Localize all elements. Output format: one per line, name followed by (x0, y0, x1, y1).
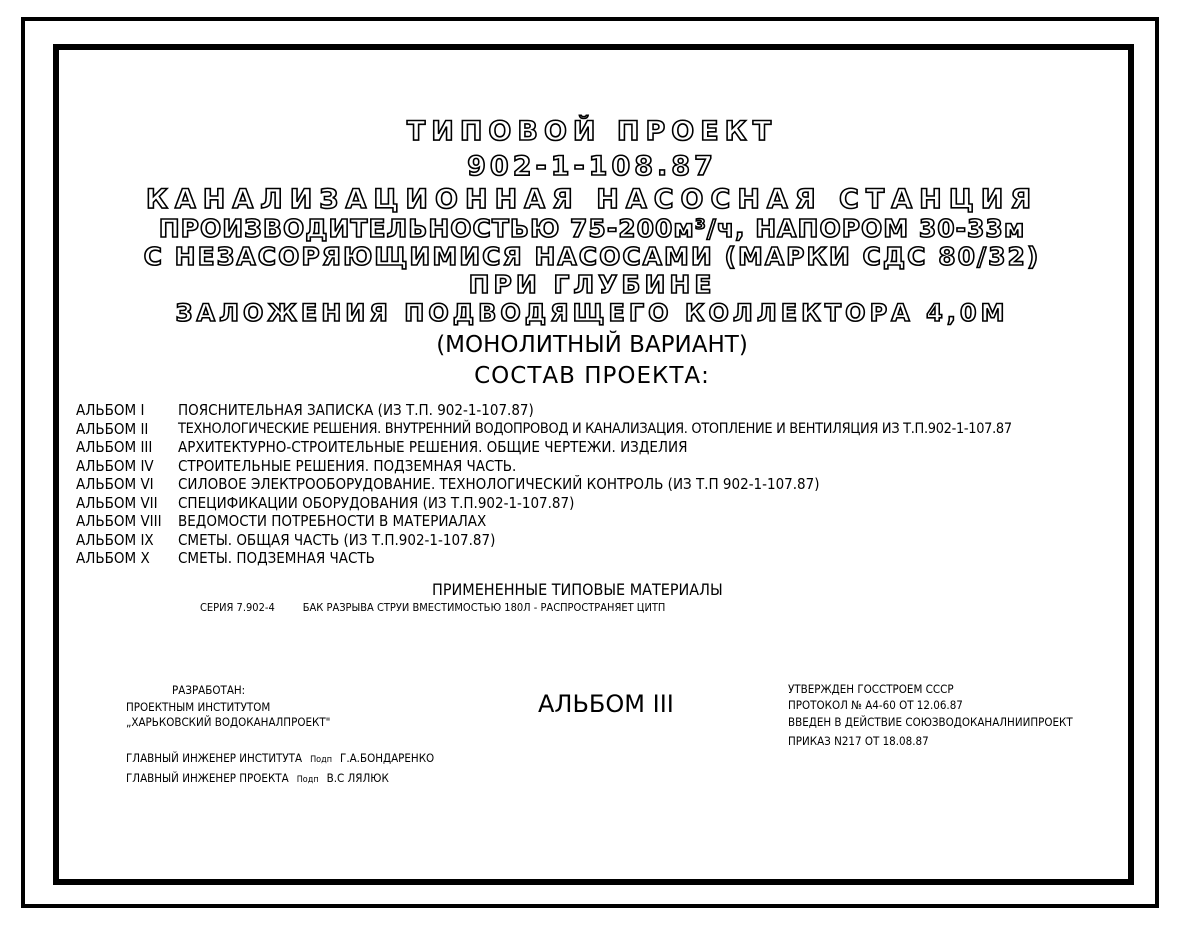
title-line-5: С НЕЗАСОРЯЮЩИМИСЯ НАСОСАМИ (МАРКИ СДС 80/32) (143, 242, 1041, 271)
album-description: СМЕТЫ. ОБЩАЯ ЧАСТЬ (ИЗ Т.П.902-1-107.87) (178, 530, 496, 549)
album-item (76, 512, 1136, 531)
album-number: АЛЬБОМ VI (76, 475, 154, 493)
approved-line-2: ПРОТОКОЛ № А4-60 ОТ 12.06.87 (788, 698, 963, 712)
applied-series: СЕРИЯ 7.902-4 (200, 601, 275, 614)
album-list (76, 401, 1136, 568)
developed-label: РАЗРАБОТАН: (172, 683, 246, 697)
album-description: СМЕТЫ. ПОДЗЕМНАЯ ЧАСТЬ (178, 549, 375, 567)
album-item (76, 420, 1136, 439)
chief-project-role: ГЛАВНЫЙ ИНЖЕНЕР ПРОЕКТА (126, 771, 289, 785)
developed-org-line-1: ПРОЕКТНЫМ ИНСТИТУТОМ (126, 700, 271, 714)
album-description: СПЕЦИФИКАЦИИ ОБОРУДОВАНИЯ (ИЗ Т.П.902-1-107.87) (178, 493, 575, 512)
title-line-3: КАНАЛИЗАЦИОННАЯ НАСОСНАЯ СТАНЦИЯ (145, 184, 1039, 215)
title-line-1: ТИПОВОЙ ПРОЕКТ (406, 116, 778, 147)
album-description: СТРОИТЕЛЬНЫЕ РЕШЕНИЯ. ПОДЗЕМНАЯ ЧАСТЬ. (178, 456, 517, 475)
signature-label: Подп (296, 775, 319, 785)
album-description: АРХИТЕКТУРНО-СТРОИТЕЛЬНЫЕ РЕШЕНИЯ. ОБЩИЕ ЧЕРТЕЖИ. ИЗДЕЛИЯ (178, 438, 688, 456)
album-item (76, 401, 1136, 420)
album-number: АЛЬБОМ I (76, 401, 145, 419)
album-description: ПОЯСНИТЕЛЬНАЯ ЗАПИСКА (ИЗ Т.П. 902-1-107.87) (178, 401, 534, 419)
approved-line-4: ПРИКАЗ N217 ОТ 18.08.87 (788, 734, 929, 748)
album-number: АЛЬБОМ IX (76, 530, 154, 549)
album-number: АЛЬБОМ VII (76, 493, 158, 512)
applied-text: БАК РАЗРЫВА СТРУИ ВМЕСТИМОСТЬЮ 180Л - РАСПРОСТРАНЯЕТ ЦИТП (302, 601, 666, 614)
album-item (76, 549, 1136, 568)
album-item (76, 475, 1136, 494)
title-line-7: ЗАЛОЖЕНИЯ ПОДВОДЯЩЕГО КОЛЛЕКТОРА 4,0М (175, 299, 1009, 327)
chief-engineer-project (126, 773, 389, 785)
album-number: АЛЬБОМ VIII (76, 512, 162, 530)
chief-institute-role: ГЛАВНЫЙ ИНЖЕНЕР ИНСТИТУТА (126, 751, 303, 765)
album-item (76, 438, 1136, 457)
album-description: ВЕДОМОСТИ ПОТРЕБНОСТИ В МАТЕРИАЛАХ (178, 512, 487, 530)
album-number: АЛЬБОМ II (76, 419, 149, 438)
chief-engineer-institute (126, 753, 434, 765)
title-line-4: ПРОИЗВОДИТЕЛЬНОСТЬЮ 75-200м³/ч, НАПОРОМ 30-33м (158, 214, 1026, 243)
album-number: АЛЬБОМ X (76, 549, 150, 567)
album-item (76, 457, 1136, 476)
approved-line-1: УТВЕРЖДЕН ГОССТРОЕМ СССР (788, 682, 954, 696)
album-number: АЛЬБОМ III (76, 438, 153, 456)
chief-project-name: В.С ЛЯЛЮК (326, 771, 389, 785)
album-label: АЛЬБОМ III (538, 690, 674, 718)
album-description: ТЕХНОЛОГИЧЕСКИЕ РЕШЕНИЯ. ВНУТРЕННИЙ ВОДОПРОВОД И КАНАЛИЗАЦИЯ. ОТОПЛЕНИЕ И ВЕНТИЛЯЦИЯ ИЗ Т.П.902-1-107.87 (178, 420, 1012, 437)
variant-label: (МОНОЛИТНЫЙ ВАРИАНТ) (436, 332, 748, 358)
approved-line-3: ВВЕДЕН В ДЕЙСТВИЕ СОЮЗВОДОКАНАЛНИИПРОЕКТ (788, 715, 1073, 729)
applied-materials-row (200, 601, 665, 614)
title-line-6: ПРИ ГЛУБИНЕ (468, 270, 716, 299)
project-number: 902-1-108.87 (467, 151, 717, 182)
applied-materials-title: ПРИМЕНЕННЫЕ ТИПОВЫЕ МАТЕРИАЛЫ (432, 580, 723, 599)
signature-label: Подп (310, 755, 333, 765)
album-item (76, 531, 1136, 550)
album-item (76, 494, 1136, 513)
developed-org-line-2: „ХАРЬКОВСКИЙ ВОДОКАНАЛПРОЕКТ" (126, 715, 331, 729)
composition-title: СОСТАВ ПРОЕКТА: (474, 363, 710, 389)
album-number: АЛЬБОМ IV (76, 456, 154, 475)
chief-institute-name: Г.А.БОНДАРЕНКО (340, 751, 435, 765)
album-description: СИЛОВОЕ ЭЛЕКТРООБОРУДОВАНИЕ. ТЕХНОЛОГИЧЕСКИЙ КОНТРОЛЬ (ИЗ Т.П 902-1-107.87) (178, 475, 820, 493)
